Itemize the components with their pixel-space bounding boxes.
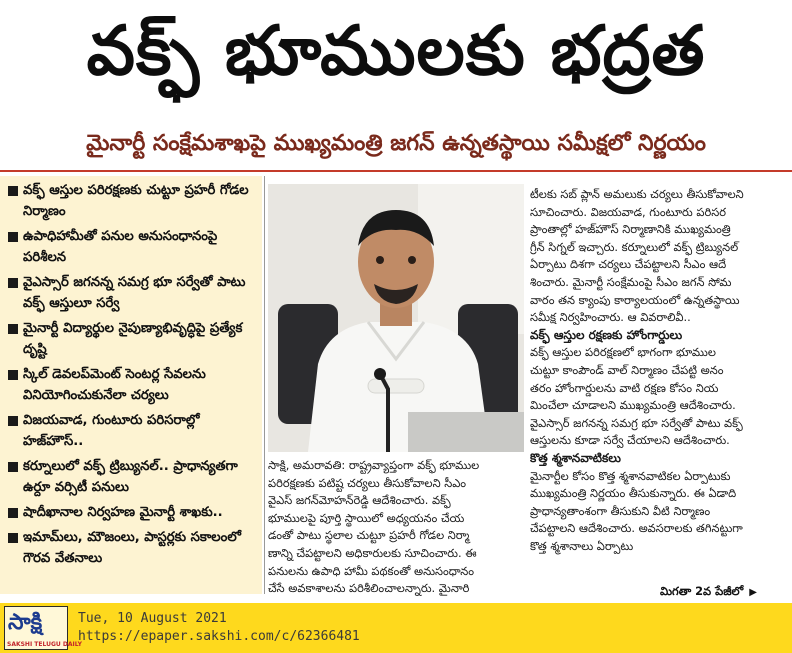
highlights-sidebar: [0, 176, 262, 594]
section-subheading: వక్ఫ్ ఆస్తుల రక్షణకు హోంగార్డులు: [530, 327, 683, 342]
article-column-2: [530, 186, 788, 555]
article-line: చుట్టూ కాంపౌండ్ వాల్ నిర్మాణం చేపట్టి అనం: [530, 362, 724, 377]
divider-rule: [0, 170, 792, 172]
person-photo-illustration: [268, 184, 524, 452]
article-column-1: [268, 457, 524, 598]
article-line: భూములపై పూర్తి స్థాయిలో అధ్యయనం చేయ: [268, 510, 465, 525]
news-photo: [268, 184, 524, 452]
highlight-item: కర్నూలులో వక్ఫ్ ట్రిబ్యునల్.. ప్రాధాన్యతగా ఉర్దూ వర్సిటీ పనులు: [8, 456, 256, 498]
section-subheading: కొత్త శ్మశానవాటికలు: [530, 450, 621, 465]
subheadline-bar: [0, 124, 792, 168]
article-line: సూచించారు. విజయవాడ, గుంటూరు పరిసర: [530, 204, 726, 219]
article-line: కొత్త శ్మశానాలు ఏర్పాటు: [530, 538, 634, 553]
bullet-icon: [8, 370, 18, 380]
article-line: డంతో పాటు స్థలాల చుట్టూ ప్రహరీ గోడల నిర్మా: [268, 528, 470, 543]
continued-link[interactable]: [660, 583, 790, 601]
article-line: ప్రాంతాల్లో హజ్‌హౌస్ నిర్మాణానికి ముఖ్యమంత్రి: [530, 222, 731, 237]
article-line: పరిరక్షణకు పటిష్ట చర్యలు తీసుకోవాలని సీఎం: [268, 475, 467, 490]
highlight-item: ఉపాధిహామీతో పనుల అనుసంధానంపై పరిశీలన: [8, 226, 256, 268]
article-line: సాక్షి, అమరావతి: రాష్ట్రవ్యాప్తంగా వక్ఫ్ భూముల: [268, 458, 480, 472]
article-line: సమీక్ష నిర్వహించారు. ఆ వివరాలివీ..: [530, 310, 691, 325]
article-line: గ్రీన్ సిగ్నల్ ఇచ్చారు. కర్నూలులో వక్ఫ్ ట్రిబ్యునల్: [530, 239, 739, 254]
article-line: చేపట్టాలని ఆదేశించారు. అవసరాలకు తగినట్టుగా: [530, 521, 743, 536]
bullet-icon: [8, 462, 18, 472]
article-line: వక్ఫ్ ఆస్తుల పరిరక్షణలో భాగంగా భూముల: [530, 345, 716, 360]
bullet-icon: [8, 508, 18, 518]
article-line: ముఖ్యమంత్రి నిర్ణయం తీసుకున్నారు. ఈ ఏడాది: [530, 486, 737, 501]
highlight-item: మైనార్టీ విద్యార్థుల నైపుణ్యాభివృద్ధిపై ప్రత్యేక దృష్టి: [8, 318, 256, 360]
continued-label: మిగతా 2వ పేజీలో: [660, 583, 744, 598]
article-line: మించేలా చూడాలని ముఖ్యమంత్రి ఆదేశించారు.: [530, 398, 736, 413]
epaper-url[interactable]: https://epaper.sakshi.com/c/62366481: [78, 629, 360, 644]
article-line: పనులను ఉపాధి హామీ పథకంతో అనుసంధానం: [268, 563, 475, 578]
article-line: చేసే అవకాశాలను పరిశీలించాలన్నారు. మైనారి: [268, 581, 470, 596]
article-line: తరం హోంగార్డులను వాటి రక్షణ కోసం నియ: [530, 380, 719, 395]
bullet-icon: [8, 533, 18, 543]
column-separator: [264, 176, 265, 594]
bullet-icon: [8, 232, 18, 242]
subheadline: మైనార్టీ సంక్షేమశాఖపై ముఖ్యమంత్రి జగన్ ఉన్నతస్థాయి సమీక్షలో నిర్ణయం: [86, 131, 706, 156]
article-line: ఏర్పాటు దిశగా చర్యలు చేపట్టాలని సీఎం ఆదే: [530, 257, 727, 272]
highlight-item: స్కిల్ డెవలప్‌మెంట్ సెంటర్ల సేవలను వినియోగించుకునేలా చర్యలు: [8, 364, 256, 406]
article-line: వారం తన క్యాంపు కార్యాలయంలో ఉన్నతస్థాయి: [530, 292, 740, 307]
triangle-right-icon: ▶: [749, 586, 757, 598]
bullet-icon: [8, 324, 18, 334]
article-line: మైనార్టీల కోసం కొత్త శ్మశానవాటికల ఏర్పాటుకు: [530, 468, 731, 483]
highlight-item: విజయవాడ, గుంటూరు పరిసరాల్లో హజ్‌హౌస్..: [8, 410, 256, 452]
sakshi-logo: సాక్షి SAKSHI TELUGU DAILY: [4, 606, 68, 650]
bullet-icon: [8, 416, 18, 426]
bullet-icon: [8, 278, 18, 288]
article-line: వైఎస్సార్ జగనన్న సమగ్ర భూ సర్వేతో పాటు వక్ఫ్: [530, 415, 743, 430]
article-line: టీలకు సబ్ ప్లాన్ అమలుకు చర్యలు తీసుకోవాలని: [530, 187, 744, 201]
footer-bar: [0, 603, 792, 653]
article-line: ఆస్తులను కూడా సర్వే చేయాలని ఆదేశించారు.: [530, 433, 730, 448]
headline: వక్ఫ్ భూములకు భద్రత: [86, 11, 706, 91]
article-line: శించారు. మైనార్టీ సంక్షేమంపై సీఎం జగన్ సోమ: [530, 274, 732, 289]
article-line: వైఎస్ జగన్‌మోహన్‌రెడ్డి ఆదేశించారు. వక్ఫ్: [268, 493, 451, 508]
highlight-item: వైఎస్సార్ జగనన్న సమగ్ర భూ సర్వేతో పాటు వక్ఫ్ ఆస్తులూ సర్వే: [8, 272, 256, 314]
highlight-item: షాదీఖానాల నిర్వహణ మైనార్టీ శాఖకు..: [8, 502, 256, 523]
article-line: ణాన్ని చేపట్టాలని అధికారులకు సూచించారు. ఈ: [268, 545, 477, 560]
highlight-item: వక్ఫ్ ఆస్తుల పరిరక్షణకు చుట్టూ ప్రహరీ గోడల నిర్మాణం: [8, 180, 256, 222]
article-line: ప్రాధాన్యతాంశంగా తీసుకుని వీటి నిర్మాణం: [530, 503, 711, 518]
bullet-icon: [8, 186, 18, 196]
edition-date: Tue, 10 August 2021: [78, 611, 227, 626]
highlight-item: ఇమామ్‌లు, మౌజంలు, పాస్టర్లకు సకాలంలో గౌరవ వేతనాలు: [8, 527, 256, 569]
